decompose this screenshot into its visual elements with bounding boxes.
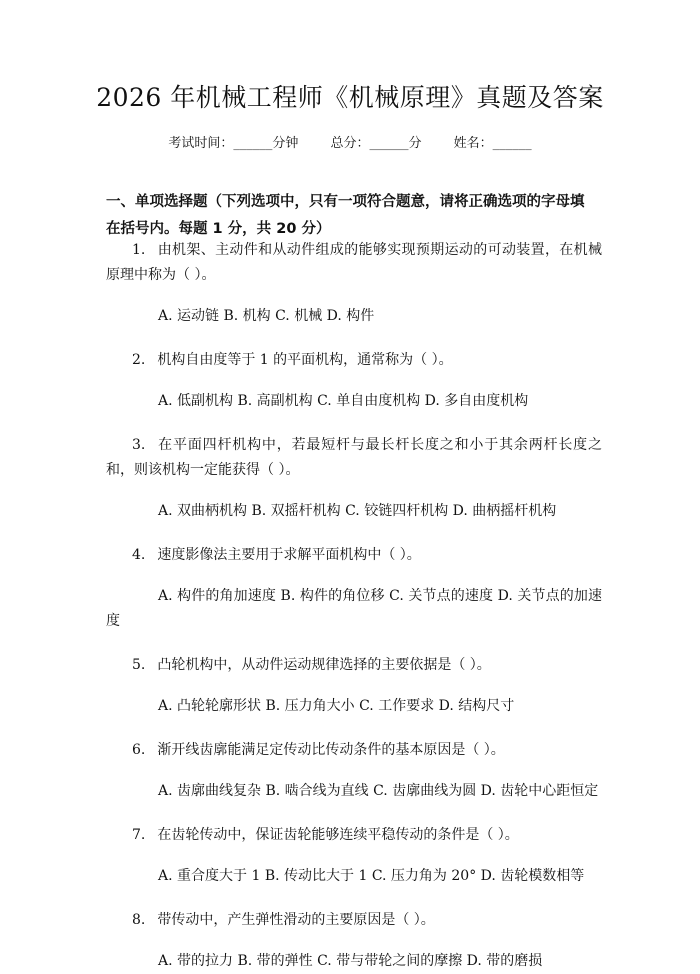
question-stem [106,348,602,373]
question-text: 带传动中，产生弹性滑动的主要原因是（ ）。 [157,912,435,928]
question-text: 速度影像法主要用于求解平面机构中（ ）。 [157,547,421,563]
question-options: A. 齿廓曲线复杂 B. 啮合线为直线 C. 齿廓曲线为圆 D. 齿轮中心距恒定 [158,783,599,799]
question-stem [106,823,602,848]
exam-time-field: 考试时间：______分钟 [168,136,299,151]
student-name-field: 姓名：______ [453,136,532,151]
question-stem [106,653,602,678]
section-heading: 一、单项选择题（下列选项中，只有一项符合题意，请将正确选项的字母填在括号内。每题 1 分，共 20 分） [106,194,585,237]
question-text: 在平面四杆机构中，若最短杆与最长杆长度之和小于其余两杆长度之和，则该机构一定能获得（ ）。 [106,437,602,478]
question-options: A. 低副机构 B. 高副机构 C. 单自由度机构 D. 多自由度机构 [158,393,529,409]
question-stem [106,238,602,288]
question-options: A. 凸轮轮廓形状 B. 压力角大小 C. 工作要求 D. 结构尺寸 [158,698,515,714]
question-options: A. 双曲柄机构 B. 双摇杆机构 C. 铰链四杆机构 D. 曲柄摇杆机构 [158,503,557,519]
question-number: 4. [132,547,146,563]
page-title: 2026 年机械工程师《机械原理》真题及答案 [96,83,604,112]
question-number: 7. [132,827,146,843]
question-options: A. 带的拉力 B. 带的弹性 C. 带与带轮之间的摩擦 D. 带的磨损 [158,953,543,969]
question-options: A. 运动链 B. 机构 C. 机械 D. 构件 [158,308,375,324]
question-number: 3. [132,437,146,453]
question-number: 6. [132,742,146,758]
question-stem [106,433,602,483]
question-number: 1. [132,242,146,258]
question-number: 5. [132,657,146,673]
question-stem [106,738,602,763]
exam-meta [0,132,700,151]
question-text: 机构自由度等于 1 的平面机构，通常称为（ ）。 [157,352,453,368]
question-list [106,238,602,974]
question-text: 凸轮机构中，从动件运动规律选择的主要依据是（ ）。 [157,657,491,673]
question-text: 由机架、主动件和从动件组成的能够实现预期运动的可动装置，在机械原理中称为（ ）。 [106,242,602,283]
question-stem [106,908,602,933]
question-number: 2. [132,352,146,368]
question-text: 渐开线齿廓能满足定传动比传动条件的基本原因是（ ）。 [157,742,505,758]
total-score-field: 总分：______分 [330,136,422,151]
question-options: A. 构件的角加速度 B. 构件的角位移 C. 关节点的速度 D. 关节点的加速度 [106,588,602,629]
question-text: 在齿轮传动中，保证齿轮能够连续平稳传动的条件是（ ）。 [157,827,519,843]
question-stem [106,543,602,568]
question-options: A. 重合度大于 1 B. 传动比大于 1 C. 压力角为 20° D. 齿轮模数相等 [158,868,585,884]
question-number: 8. [132,912,146,928]
